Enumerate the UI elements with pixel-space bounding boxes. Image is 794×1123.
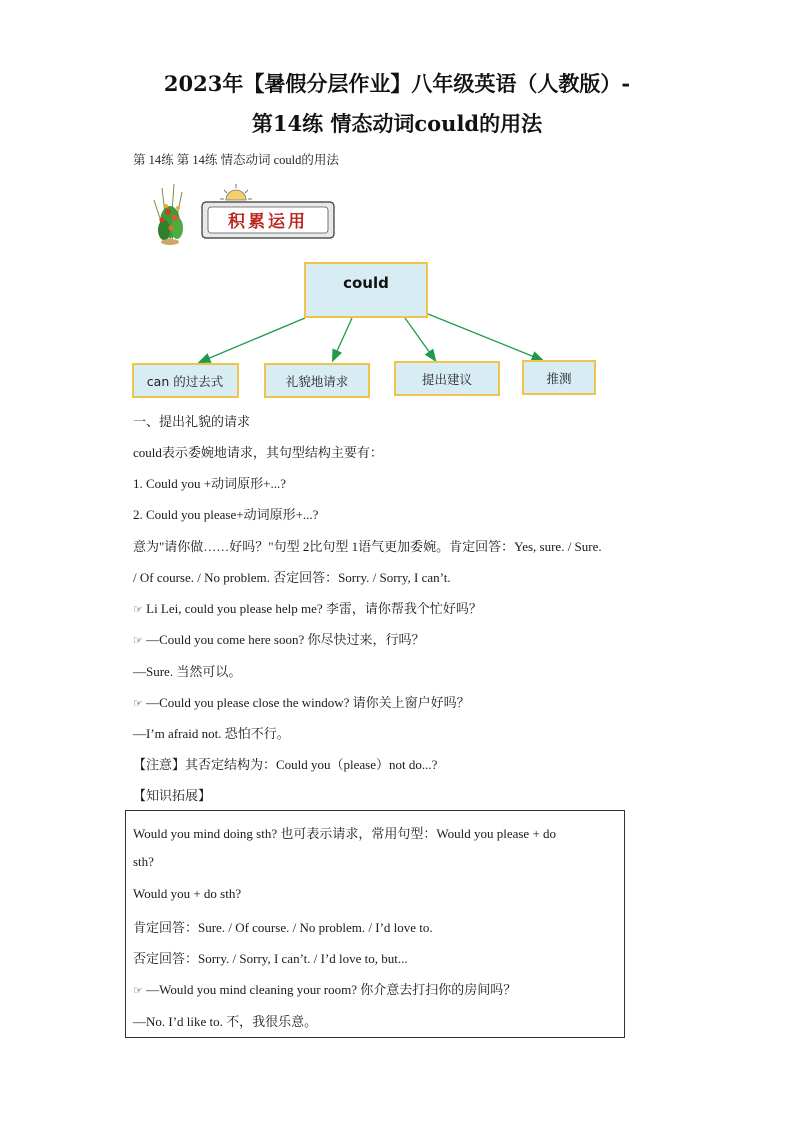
example-3-text: —Could you please close the window? 请你关上窗户好吗？ [146,695,470,710]
extension-line-4: 肯定回答：Sure. / Of course. / No problem. / I’d love to. [133,920,433,935]
meaning-text-line-2: / Of course. / No problem. 否定回答：Sorry. / Sorry, I can’t. [133,570,451,585]
pointing-hand-icon: ☞ [133,634,143,647]
extension-line-2: sth? [133,854,154,869]
could-usage-diagram [130,260,600,400]
arrow-to-suggestion [405,318,435,360]
page-subtitle: 第 14练 第 14练 情态动词 could的用法 [133,153,339,167]
pointing-hand-icon: ☞ [133,697,143,710]
node-could-label: could [343,274,389,292]
example-2 [133,629,425,648]
knowledge-extension-box [125,810,625,1038]
node-speculation-label: 推测 [546,371,572,386]
example-3 [133,692,470,711]
extension-example [133,979,516,998]
pattern-1: 1. Could you +动词原形+...? [133,476,286,491]
page-title-line-1: 2023年【暑假分层作业】八年级英语（人教版）- [163,71,631,96]
example-3-reply: —I’m afraid not. 恐怕不行。 [133,726,290,741]
arrow-to-speculation [428,314,542,360]
banner-accumulate [140,178,340,248]
intro-text: could表示委婉地请求，其句型结构主要有： [133,445,383,460]
pointing-hand-icon: ☞ [133,984,143,997]
meaning-text-line-1: 意为"请你做……好吗？"句型 2比句型 1语气更加委婉。肯定回答：Yes, sure. / Sure. [133,539,602,554]
node-past-tense-label: can 的过去式 [146,374,224,389]
sun-icon [220,184,252,200]
plant-icon [154,184,183,245]
example-1-text: Li Lei, could you please help me? 李雷，请你帮我个忙好吗？ [146,601,482,616]
extension-line-6: —Would you mind cleaning your room? 你介意去打扫你的房间吗？ [146,982,517,997]
pattern-2: 2. Could you please+动词原形+...? [133,507,319,522]
section-heading-polite-request: 一、提出礼貌的请求 [133,414,251,429]
extension-heading: 【知识拓展】 [133,788,212,803]
page-title-line-2: 第14练 情态动词could的用法 [251,111,543,136]
example-1 [133,598,482,617]
note-text: 【注意】其否定结构为：Could you（please）not do...? [133,757,438,772]
arrow-to-polite-request [333,318,352,360]
pointing-hand-icon: ☞ [133,603,143,616]
example-2-reply: —Sure. 当然可以。 [133,664,242,679]
example-2-text: —Could you come here soon? 你尽快过来，行吗？ [146,632,425,647]
extension-line-1: Would you mind doing sth? 也可表示请求，常用句型：Would you please + do [133,826,557,841]
extension-line-3: Would you + do sth? [133,886,242,901]
arrow-to-past-tense [200,318,305,362]
banner-label: 积累运用 [228,212,308,232]
node-polite-request-label: 礼貌地请求 [285,374,349,389]
extension-line-7: —No. I’d like to. 不，我很乐意。 [133,1014,318,1029]
node-suggestion-label: 提出建议 [421,372,473,387]
extension-line-5: 否定回答：Sorry. / Sorry, I can’t. / I’d love to, but... [133,951,408,966]
